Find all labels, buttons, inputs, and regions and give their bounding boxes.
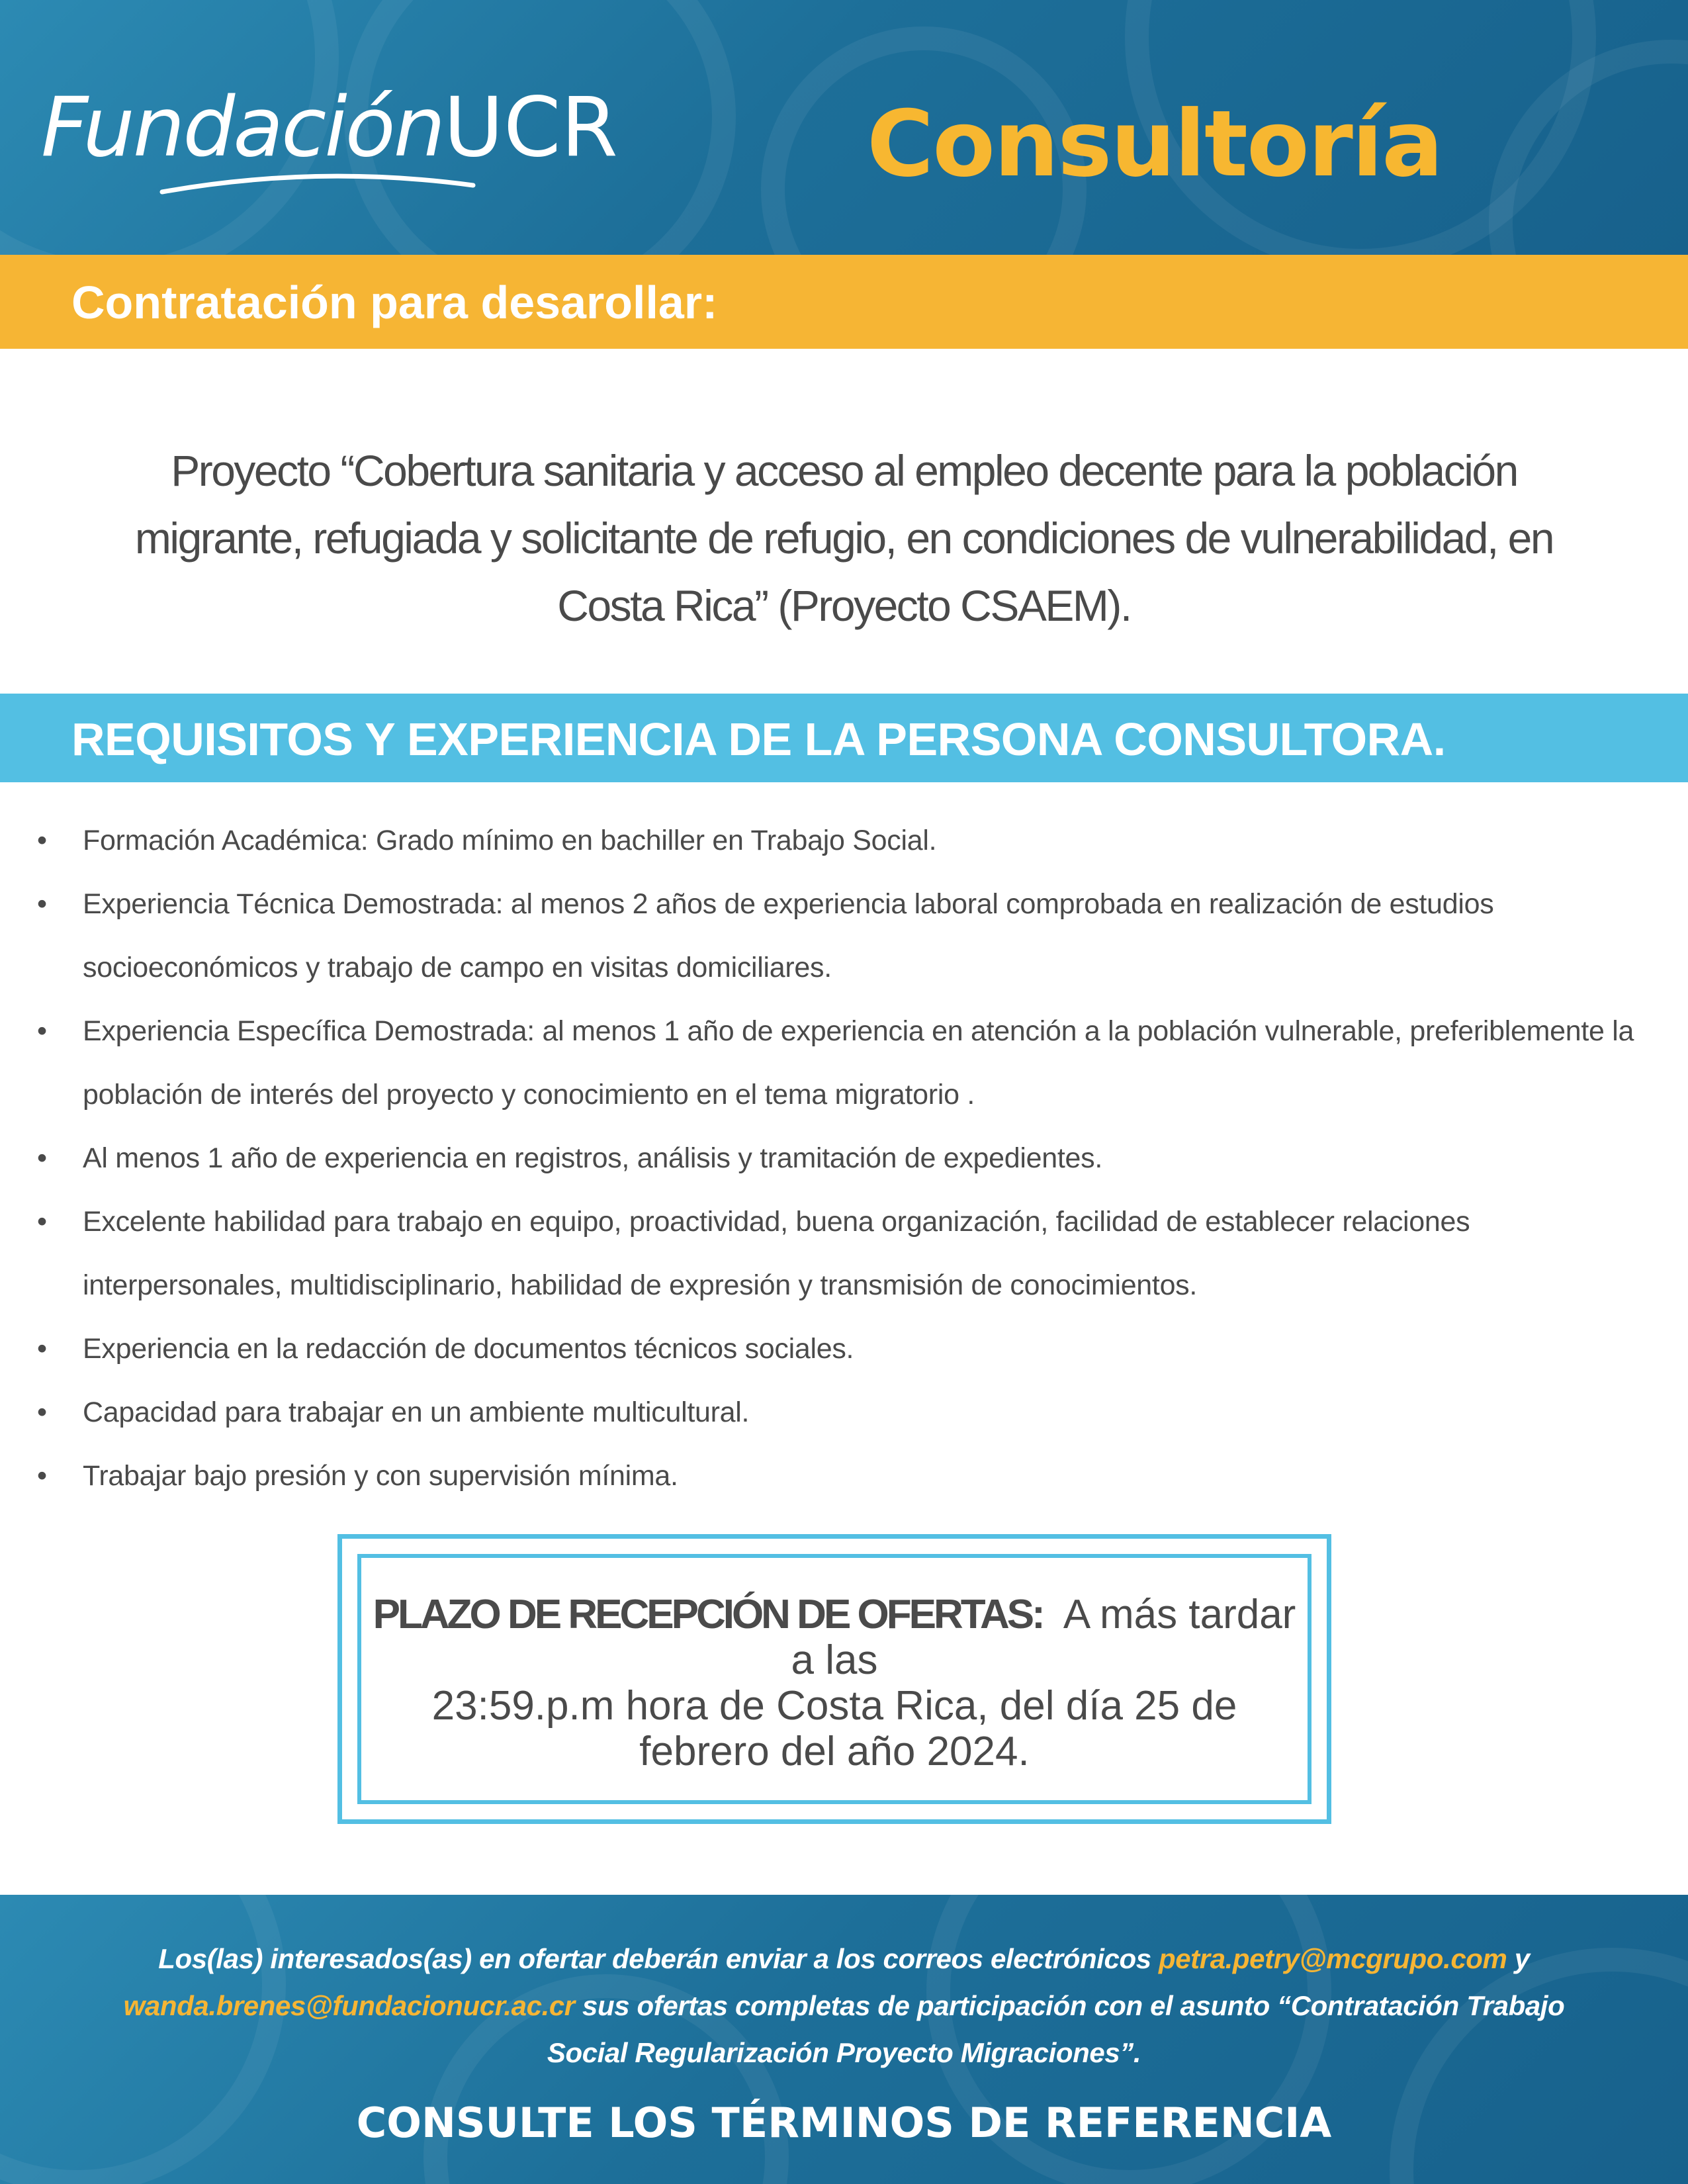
- page-title: Consultoría: [867, 91, 1443, 197]
- instructions-line-3: Social Regularización Proyecto Migraciones”.: [547, 2037, 1141, 2068]
- deadline-box: [371, 1592, 1298, 1774]
- list-item: • Al menos 1 año de experiencia en registros, análisis y tramitación de expedientes.: [0, 1126, 1688, 1190]
- deadline-label: PLAZO DE RECEPCIÓN DE OFERTAS:: [373, 1592, 1043, 1637]
- list-item: • Experiencia Técnica Demostrada: al menos 2 años de experiencia laboral comprobada en realización de estudios socioeconómicos y trabajo de campo en visitas domiciliares.: [0, 872, 1688, 999]
- deadline-line-3: febrero del año 2024.: [639, 1729, 1030, 1774]
- submission-instructions: [93, 1935, 1595, 2076]
- list-item: • Capacidad para trabajar en un ambiente multicultural.: [0, 1381, 1688, 1444]
- list-item: • Trabajar bajo presión y con supervisión mínima.: [0, 1444, 1688, 1508]
- bullet-icon: •: [37, 1396, 47, 1428]
- bullet-icon: •: [37, 1142, 47, 1174]
- bullet-icon: •: [37, 888, 47, 920]
- list-item: • Experiencia en la redacción de documentos técnicos sociales.: [0, 1317, 1688, 1381]
- bullet-icon: •: [37, 1333, 47, 1365]
- bullet-icon: •: [37, 825, 47, 856]
- requirements-list: [0, 809, 1688, 1508]
- requirements-heading: REQUISITOS Y EXPERIENCIA DE LA PERSONA CONSULTORA.: [71, 713, 1446, 765]
- list-item: • Experiencia Específica Demostrada: al menos 1 año de experiencia en atención a la población vulnerable, preferiblemente la población de interés del proyecto y conocimiento en el tema migratorio .: [0, 999, 1688, 1126]
- logo-swoosh-icon: [159, 171, 476, 197]
- terms-of-reference-cta: CONSULTE LOS TÉRMINOS DE REFERENCIA: [356, 2099, 1332, 2147]
- instructions-line-1: Los(las) interesados(as) en ofertar deberán enviar a los correos electrónicos petra.petry@mcgrupo.com y: [158, 1943, 1530, 1974]
- hiring-band-heading: Contratación para desarollar:: [71, 277, 718, 328]
- project-line-3: Costa Rica” (Proyecto CSAEM).: [557, 581, 1131, 630]
- logo-text-fundacion: Fundación: [41, 80, 444, 175]
- project-description: [60, 437, 1628, 639]
- list-item: • Formación Académica: Grado mínimo en bachiller en Trabajo Social.: [0, 809, 1688, 872]
- deadline-line-2: 23:59.p.m hora de Costa Rica, del día 25 de: [431, 1683, 1237, 1729]
- instructions-line-2: wanda.brenes@fundacionucr.ac.cr sus ofertas completas de participación con el asunto “Contratación Trabajo: [123, 1990, 1565, 2021]
- bullet-icon: •: [37, 1015, 47, 1047]
- email-link-petra[interactable]: petra.petry@mcgrupo.com: [1158, 1943, 1507, 1974]
- project-line-1: Proyecto “Cobertura sanitaria y acceso al empleo decente para la población: [171, 446, 1517, 495]
- bullet-icon: •: [37, 1206, 47, 1238]
- logo-text-ucr: UCR: [443, 80, 618, 175]
- project-line-2: migrante, refugiada y solicitante de refugio, en condiciones de vulnerabilidad, en: [134, 514, 1554, 563]
- deadline-text-start: A más tardar a las: [791, 1592, 1296, 1683]
- bullet-icon: •: [37, 1460, 47, 1492]
- deadline-line-1: [371, 1592, 1298, 1683]
- email-link-wanda[interactable]: wanda.brenes@fundacionucr.ac.cr: [123, 1990, 575, 2021]
- list-item: • Excelente habilidad para trabajo en equipo, proactividad, buena organización, facilidad de establecer relaciones interpersonales, multidisciplinario, habilidad de expresión y transmisión de conocimientos.: [0, 1190, 1688, 1317]
